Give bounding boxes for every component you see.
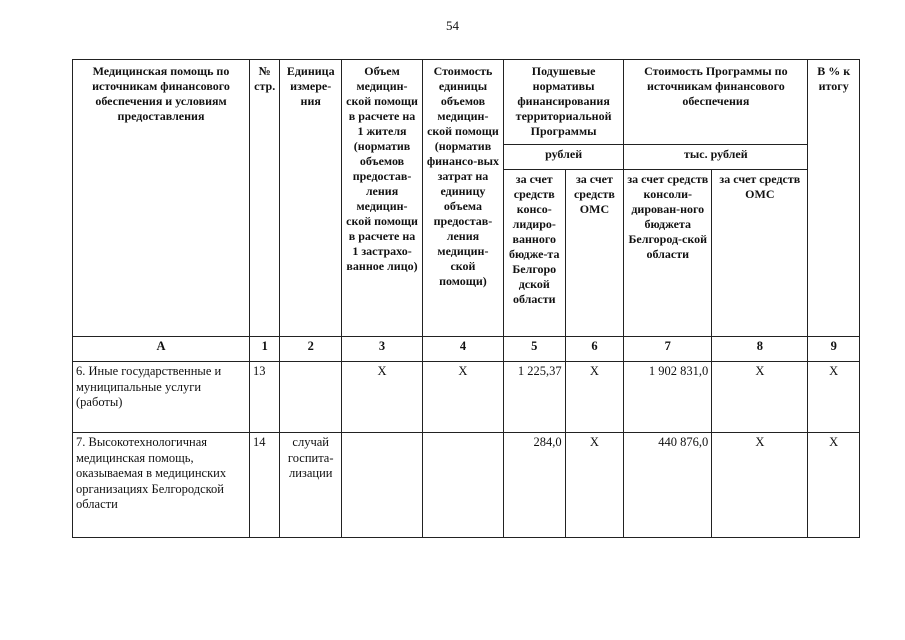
header-line-number: № стр. [250, 60, 280, 337]
column-number: 4 [422, 337, 503, 362]
row-norm-budget: 1 225,37 [503, 362, 565, 433]
header-program-cost: Стоимость Программы по источникам финансового обеспечения [624, 60, 808, 145]
header-unit: Единица измере-ния [280, 60, 342, 337]
table-row [73, 433, 860, 538]
row-cost-oms: X [712, 433, 808, 538]
row-line: 14 [250, 433, 280, 538]
row-volume [342, 433, 423, 538]
column-number: 5 [503, 337, 565, 362]
row-percent: X [808, 362, 860, 433]
header-unit-rubles: рублей [503, 145, 623, 170]
header-volume: Объем медицин-ской помощи в расчете на 1 жителя (норматив объемов предостав-ления медицин-ской помощи в расчете на 1 застрахо-ванное лицо) [342, 60, 423, 337]
row-norm-oms: X [565, 362, 624, 433]
column-number: 8 [712, 337, 808, 362]
column-number: 1 [250, 337, 280, 362]
column-number: 3 [342, 337, 423, 362]
row-cost-oms: X [712, 362, 808, 433]
header-row-1 [73, 60, 860, 145]
row-unit-cost: X [422, 362, 503, 433]
header-cost-budget: за счет средств консоли-дирован-ного бюджета Белгород-ской области [624, 170, 712, 337]
page-number: 54 [446, 18, 459, 33]
row-name: 6. Иные государственные и муниципальные услуги (работы) [73, 362, 250, 433]
row-cost-budget: 440 876,0 [624, 433, 712, 538]
column-number: 9 [808, 337, 860, 362]
row-unit-cost [422, 433, 503, 538]
column-number: 7 [624, 337, 712, 362]
row-cost-budget: 1 902 831,0 [624, 362, 712, 433]
header-norm-budget: за счет средств консо-лидиро-ванного бюдже-та Белгоро дской области [503, 170, 565, 337]
row-norm-budget: 284,0 [503, 433, 565, 538]
column-number: 6 [565, 337, 624, 362]
row-name: 7. Высокотехнологичная медицинская помощь, оказываемая в медицинских организациях Белгородской области [73, 433, 250, 538]
row-norm-oms: X [565, 433, 624, 538]
header-norm-oms: за счет средств ОМС [565, 170, 624, 337]
program-cost-table [72, 59, 860, 538]
header-per-capita-norms: Подушевые нормативы финансирования территориальной Программы [503, 60, 623, 145]
column-number-row [73, 337, 860, 362]
header-cost-oms: за счет средств ОМС [712, 170, 808, 337]
table-row [73, 362, 860, 433]
column-number: 2 [280, 337, 342, 362]
row-unit: случай госпита-лизации [280, 433, 342, 538]
row-percent: X [808, 433, 860, 538]
header-unit-cost: Стоимость единицы объемов медицин-ской помощи (норматив финансо-вых затрат на единицу объема предостав-ления медицин-ской помощи) [422, 60, 503, 337]
row-unit [280, 362, 342, 433]
column-number: А [73, 337, 250, 362]
header-percent: В % к итогу [808, 60, 860, 337]
header-unit-thousand-rubles: тыс. рублей [624, 145, 808, 170]
row-volume: X [342, 362, 423, 433]
row-line: 13 [250, 362, 280, 433]
header-care-type: Медицинская помощь по источникам финансового обеспечения и условиям предоставления [73, 60, 250, 337]
